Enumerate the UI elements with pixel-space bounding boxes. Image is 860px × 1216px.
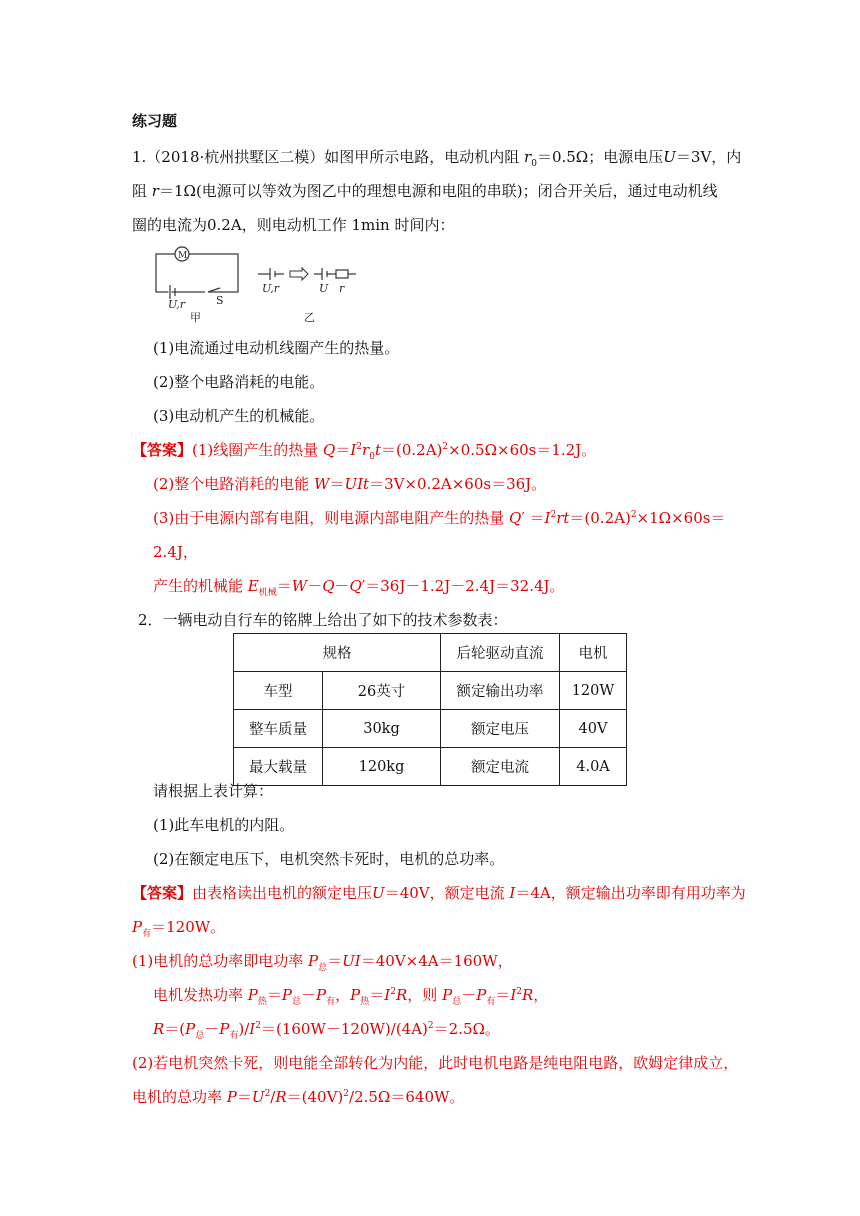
table-cell: 额定电压 [441,710,560,748]
q2-answer-line6: (2)若电机突然卡死，则电能全部转化为内能，此时电机电路是纯电阻电路，欧姆定律成立， [132,1054,739,1072]
q2-line1: 2．一辆电动自行车的铭牌上给出了如下的技术参数表： [138,611,508,629]
table-row [234,672,627,710]
q2-answer-line5: $R=(P_总-P_有)/I^2=(160W-120W)/(4A)^2=2.5\Omega$。 [153,1020,500,1041]
table-cell: 整车质量 [234,710,323,748]
q1-line2: 阻 r＝1Ω(电源可以等效为图乙中的理想电源和电阻的串联)；闭合开关后，通过电动机线 [132,182,718,200]
table-row [234,748,627,786]
q1-answer-line1: 【答案】(1)线圈产生的热量 $Q=I^2r_0t=(0.2A)^2\times 0.5\Omega\times 60s=1.2J$。 [132,441,597,462]
q1-sub3: (3)电动机产生的机械能。 [153,407,325,425]
table-header-cell: 后轮驱动直流 [441,634,560,672]
table-cell: 4.0A [560,748,627,786]
table-cell: 26英寸 [323,672,441,710]
table-cell: 120W [560,672,627,710]
q2-sub2: (2)在额定电压下，电机突然卡死时，电机的总功率。 [153,850,505,868]
yi-ur-label: U,r [262,282,280,295]
q1-answer-line4: 2.4J， [153,543,198,561]
switch-label: S [216,294,224,307]
table-header-row [234,634,627,672]
arrow-icon [290,268,308,280]
table-cell: 最大载量 [234,748,323,786]
q2-sub1: (1)此车电机的内阻。 [153,816,295,834]
section-title: 练习题 [132,112,178,130]
yi-label: 乙 [304,311,315,324]
table-row [234,710,627,748]
q1-line3: 圈的电流为0.2A，则电动机工作 1min 时间内： [132,216,455,234]
spec-table [233,633,627,786]
yi-r-label: r [339,282,345,295]
circuit-diagram [150,242,370,324]
jia-ur-label: U,r [168,298,186,311]
table-cell: 额定电流 [441,748,560,786]
table-cell: 120kg [323,748,441,786]
resistor-icon [336,270,348,278]
q1-answer-line5: 产生的机械能 $E_{机械}=W-Q-Q'=36J-1.2J-2.4J=32.4J$。 [153,577,565,598]
table-cell: 车型 [234,672,323,710]
motor-label: M [178,251,188,261]
q1-answer-line2: (2)整个电路消耗的电能 W＝UIt＝3V×0.2A×60s＝36J。 [153,475,547,493]
yi-u-label: U [319,282,329,295]
q1-answer-line3: (3)由于电源内部有电阻，则电源内部电阻产生的热量 $Q' =I^2rt=(0.2A)^2\times 1\Omega\times 60s=$ [153,509,726,527]
circuit-jia-loop [156,254,238,292]
q1-line1: 1.（2018·杭州拱墅区二模）如图甲所示电路，电动机内阻 $r_0=0.5\Omega$；电源电压U＝3V，内 [132,148,742,169]
table-cell: 额定输出功率 [441,672,560,710]
q2-prompt: 请根据上表计算： [153,782,274,800]
table-header-cell: 电机 [560,634,627,672]
table-cell: 40V [560,710,627,748]
q2-answer-line7: 电机的总功率 $P=U^2/R=(40V)^2/2.5\Omega=640W$。 [132,1088,465,1106]
q1-sub1: (1)电流通过电动机线圈产生的热量。 [153,339,400,357]
q2-answer-line1: 【答案】由表格读出电机的额定电压U＝40V，额定电流 I＝4A，额定输出功率即有用功率为 [132,884,746,902]
q2-answer-line4: 电机发热功率 $P_热=P_总-P_有$，$P_热=I^2R$，则 $P_总-P_有=I^2R$， [153,986,549,1007]
jia-label: 甲 [190,311,201,324]
q1-sub2: (2)整个电路消耗的电能。 [153,373,325,391]
table-cell: 30kg [323,710,441,748]
q2-answer-line3: (1)电机的总功率即电功率 $P_总=UI=40V\times 4A=160W$， [132,952,513,973]
q2-answer-line2: $P_有=120W$。 [132,918,226,939]
table-header-cell: 规格 [234,634,441,672]
